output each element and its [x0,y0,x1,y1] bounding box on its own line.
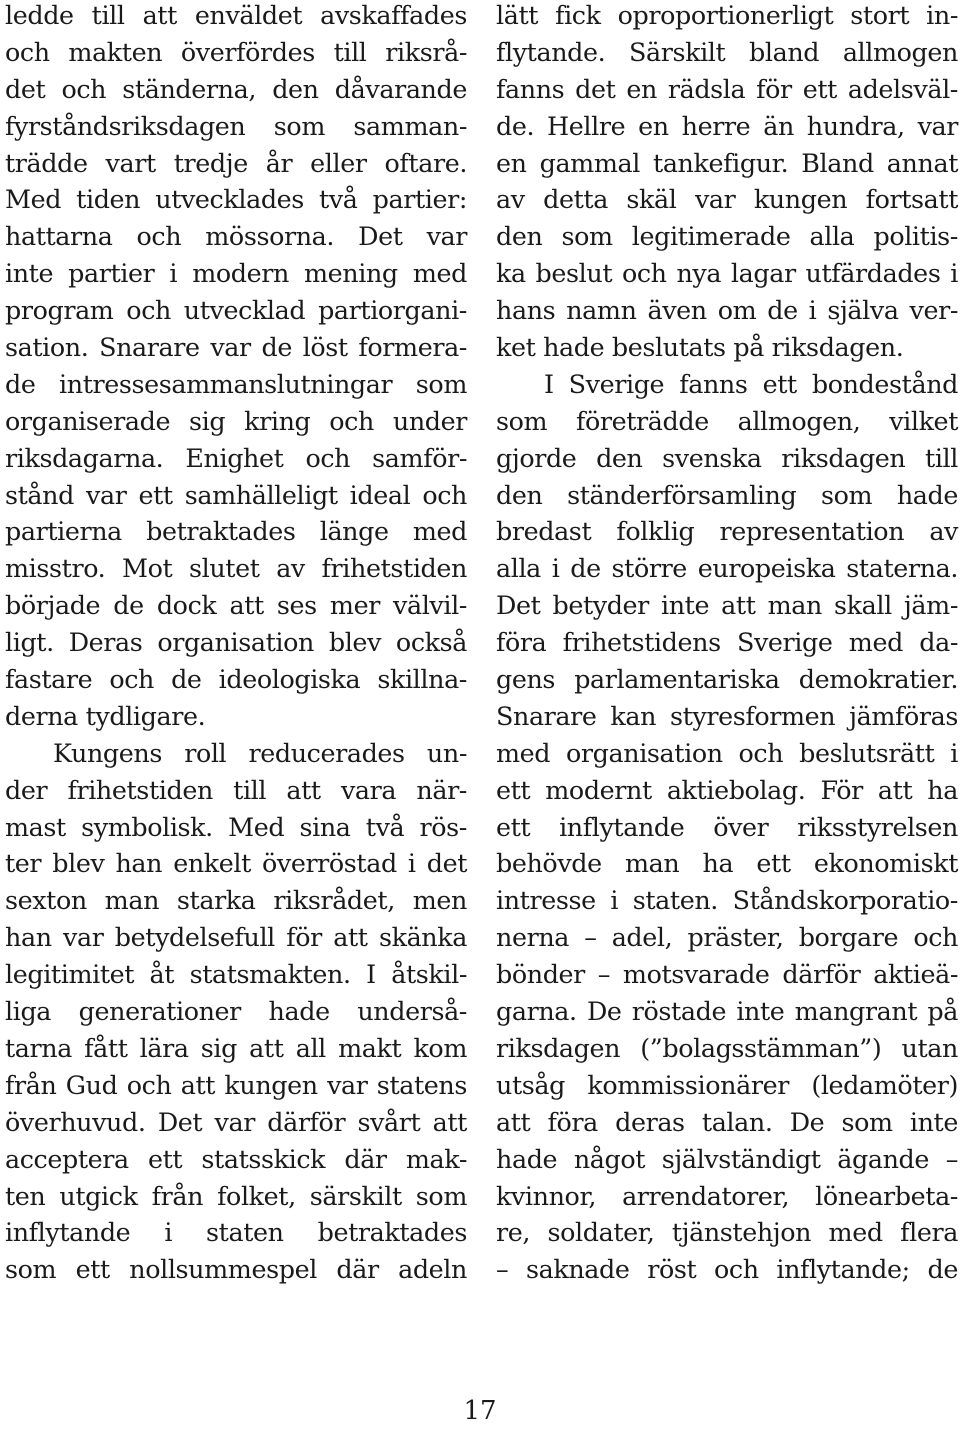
text-line: ten utgick från folket, särskilt som [5,1180,467,1211]
text-line: riksdagarna. Enighet och samför- [5,442,467,473]
text-line: inflytande i staten betraktades [5,1217,467,1248]
text-line: började de dock att ses mer välvil- [5,590,467,621]
text-line: av detta skäl var kungen fortsatt [496,184,958,215]
text-line: de. Hellre en herre än hundra, var [496,110,958,141]
text-line: fanns det en rädsla för ett adelsväl- [496,73,958,104]
text-line: Med tiden utvecklades två partier: [5,184,467,215]
text-line: den ständerförsamling som hade [496,479,958,510]
text-line: fastare och de ideologiska skillna- [5,664,467,695]
text-line: I Sverige fanns ett bondestånd [544,368,958,399]
text-line: överhuvud. Det var därför svårt att [5,1106,467,1137]
page-number: 17 [463,1396,497,1426]
text-line: organiserade sig kring och under [5,405,467,436]
text-line: flytande. Särskilt bland allmogen [496,36,958,67]
text-line: och makten överfördes till riksrå- [5,36,467,67]
text-line: ligt. Deras organisation blev också [5,627,467,658]
text-line: det och ständerna, den dåvarande [5,73,467,104]
text-line: gens parlamentariska demokratier. [496,664,958,695]
text-line: derna tydligare. [5,700,206,731]
text-line: Snarare kan styresformen jämföras [496,700,958,731]
text-line: med organisation och beslutsrätt i [496,737,958,768]
text-line: fyrståndsriksdagen som samman- [5,110,467,141]
text-line: kvinnor, arrendatorer, lönearbeta- [496,1180,958,1211]
text-line: inte partier i modern mening med [5,258,467,289]
text-line: som företrädde allmogen, vilket [496,405,958,436]
text-line: från Gud och att kungen var statens [5,1069,467,1100]
text-line: mast symbolisk. Med sina två rös- [5,811,467,842]
text-line: sation. Snarare var de löst formera- [5,332,467,363]
text-line: han var betydelsefull för att skänka [5,922,467,953]
text-line: intresse i staten. Ståndskorporatio- [496,885,958,916]
text-line: re, soldater, tjänstehjon med flera [496,1217,958,1248]
text-line: trädde vart tredje år eller oftare. [5,147,467,178]
text-line: gjorde den svenska riksdagen till [496,442,958,473]
text-line: ett inflytande över riksstyrelsen [496,811,958,842]
text-line: sexton man starka riksrådet, men [5,885,467,916]
text-line: ka beslut och nya lagar utfärdades i [496,258,958,289]
text-line: hade något självständigt ägande – [496,1143,958,1174]
text-line: program och utvecklad partiorgani- [5,295,467,326]
text-line: Kungens roll reducerades un- [53,737,467,768]
text-line: alla i de större europeiska staterna. [496,553,958,584]
text-line: misstro. Mot slutet av frihetstiden [5,553,467,584]
text-line: legitimitet åt statsmakten. I åtskil- [5,959,467,990]
text-line: partierna betraktades länge med [5,516,467,547]
text-line: utsåg kommissionärer (ledamöter) [496,1069,958,1100]
text-line: bönder – motsvarade därför aktieä- [496,959,958,990]
text-line: liga generationer hade underså- [5,996,467,1027]
text-line: behövde man ha ett ekonomiskt [496,848,958,879]
text-line: föra frihetstidens Sverige med da- [496,627,958,658]
text-line: der frihetstiden till att vara när- [5,774,467,805]
text-line: hattarna och mössorna. Det var [5,221,467,252]
text-line: ledde till att enväldet avskaffades [5,0,467,30]
text-line: acceptera ett statsskick där mak- [5,1143,467,1174]
text-line: de intressesammanslutningar som [5,368,467,399]
text-line: nerna – adel, präster, borgare och [496,922,958,953]
text-line: – saknade röst och inflytande; de [496,1254,958,1285]
text-line: hans namn även om de i själva ver- [496,295,958,326]
left-text-column [5,0,467,1288]
text-line: ter blev han enkelt överröstad i det [5,848,467,879]
text-line: ket hade beslutats på riksdagen. [496,332,904,363]
text-line: en gammal tankefigur. Bland annat [496,147,958,178]
text-line: stånd var ett samhälleligt ideal och [5,479,467,510]
text-line: garna. De röstade inte mangrant på [496,996,958,1027]
right-text-column [496,0,958,1288]
text-line: lätt fick oproportionerligt stort in- [496,0,958,30]
text-line: bredast folklig representation av [496,516,958,547]
text-line: som ett nollsummespel där adeln [5,1254,467,1285]
text-line: tarna fått lära sig att all makt kom [5,1032,467,1063]
text-line: riksdagen (”bolagsstämman”) utan [496,1032,958,1063]
text-line: Det betyder inte att man skall jäm- [496,590,958,621]
text-line: ett modernt aktiebolag. För att ha [496,774,958,805]
text-line: den som legitimerade alla politis- [496,221,958,252]
text-line: att föra deras talan. De som inte [496,1106,958,1137]
